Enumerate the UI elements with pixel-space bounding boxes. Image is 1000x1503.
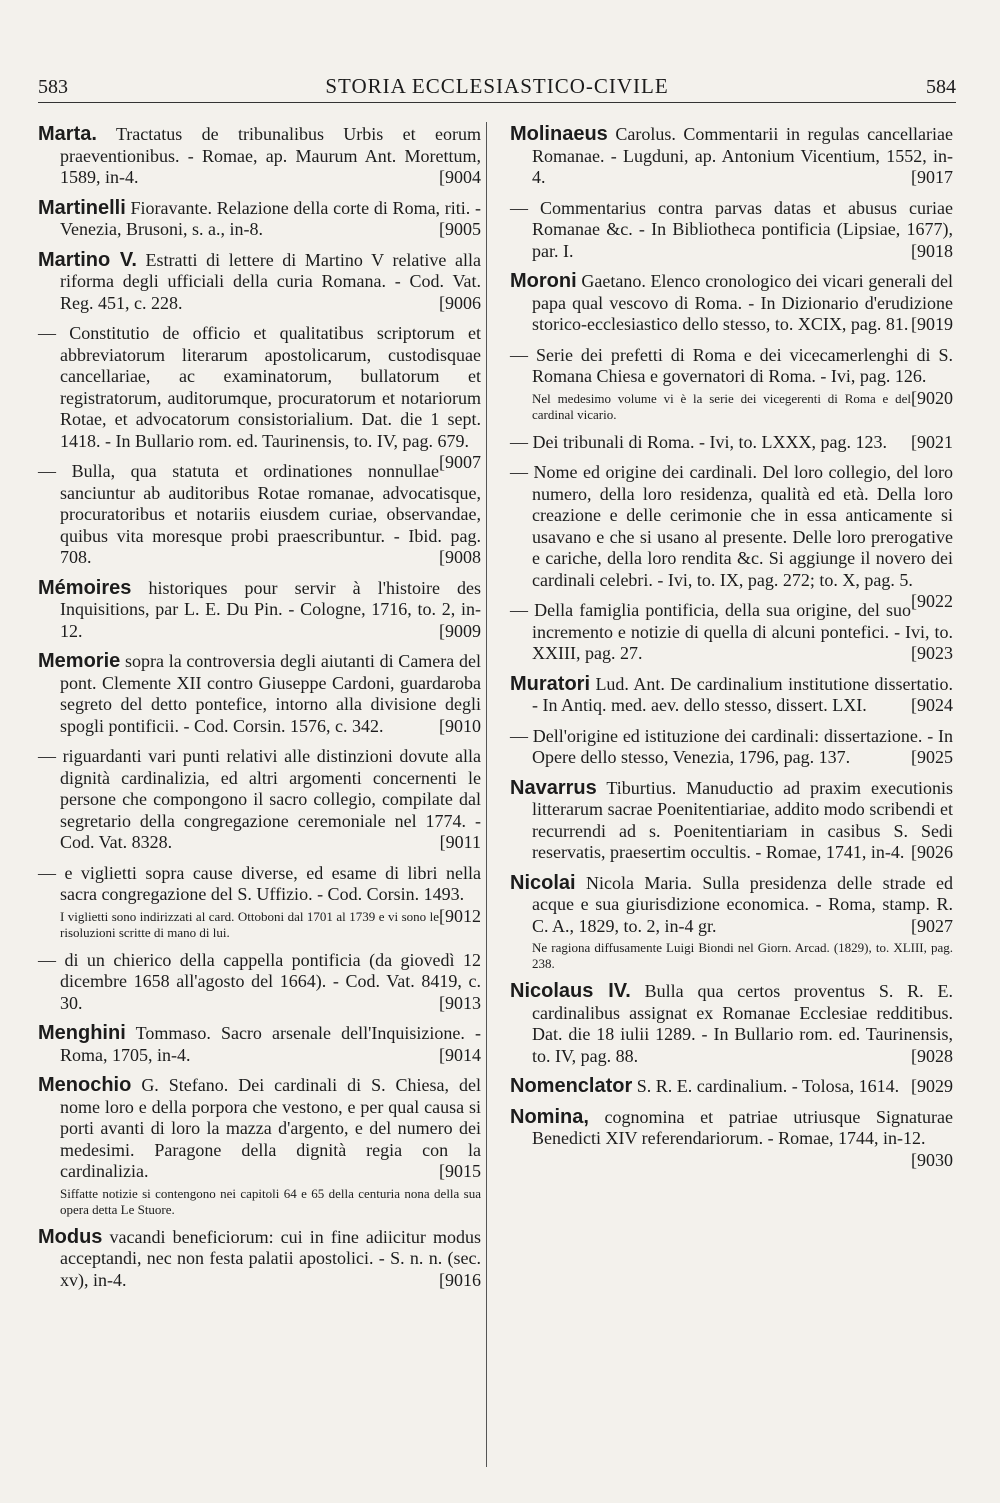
entry-headword: Nomenclator: [510, 1075, 633, 1097]
entry-number: [9025: [911, 747, 953, 767]
entry-text: — e viglietti sopra cause diverse, ed esame di libri nella sacra congregazione del S. Uffizio. - Cod. Corsin. 1493.: [38, 862, 481, 904]
entry-text: cognomina et patriae utriusque Signaturae Benedicti XIV referendariorum. - Romae, 1744, in-12.: [532, 1106, 953, 1148]
entry-number: [9023: [911, 643, 953, 663]
entry-text: Carolus. Commentarii in regulas cancellariae Romanae. - Lugduni, ap. Antonium Vicentium, 1552, in-4.: [532, 124, 953, 187]
entry-number: [9006: [439, 292, 481, 313]
entry-text: — Constitutio de officio et qualitatibus scriptorum et abbreviatorum literarum apostolicarum, custodisquae cancellariae, ac examinatorum, bullatorum et registratorum, auditorumque, procuratorum et notariorum Rotae, et advocatorum consistorialium. Dat. die 1 sept. 1418. - In Bullario rom. ed. Taurinensis, to. IV, pag. 679.: [38, 323, 481, 451]
entry-number: [9019: [911, 314, 953, 334]
bibliography-entry: [510, 1105, 953, 1170]
entry-text: Nicola Maria. Sulla presidenza delle strade ed acque e sua giurisdizione economica. - Roma, stamp. R. C. A., 1829, to. 2, in-4 gr.: [532, 872, 953, 936]
entry-number: [9004: [439, 167, 481, 187]
entry-note: I viglietti sono indirizzati al card. Ottoboni dal 1701 al 1739 e vi sono le risoluzioni scritte di mano di lui.: [60, 908, 439, 940]
bibliography-entry: [510, 600, 953, 665]
bibliography-entry: [38, 461, 481, 569]
column-divider: [486, 122, 487, 1467]
entry-number: [9024: [911, 695, 953, 715]
entry-number: [9007: [439, 452, 481, 472]
bibliography-entry: [510, 778, 953, 864]
entry-headword: Muratori: [510, 672, 590, 695]
entry-text: — riguardanti vari punti relativi alle distinzioni dovute alla dignità cardinalizia, ed altri argomenti concernenti le persone che compongono il sacro collegio, compilate dal segretario della congregazione ceremoniale nel 1774. - Cod. Vat. 8328.: [38, 746, 481, 852]
bibliography-entry: [510, 981, 953, 1067]
bibliography-entry: [38, 198, 481, 241]
entry-text: — Dei tribunali di Roma. - Ivi, to. LXXX, pag. 123.: [510, 431, 887, 452]
entry-number: [9022: [911, 591, 953, 611]
entry-note: Nel medesimo volume vi è la serie dei vicegerenti di Roma e del cardinal vicario.: [532, 390, 911, 422]
entry-note: Siffatte notizie si contengono nei capitoli 64 e 65 della centuria nona della sua opera detta Le Stuore.: [60, 1185, 481, 1217]
entry-text: Tiburtius. Manuductio ad praxim executionis litterarum sacrae Poenitentiariae, addito modo scribendi et recurrendi ad s. Poenitentiariam in casibus S. Sedi reservatis, praesertim occultis. - Romae, 1741, in-4.: [532, 777, 953, 862]
bibliography-entry: [38, 578, 481, 643]
entry-number: [9029: [911, 1076, 953, 1096]
entry-headword: Menochio: [38, 1074, 132, 1096]
entry-number: [9015: [439, 1161, 481, 1181]
bibliography-entry: [510, 462, 953, 611]
left-column: [38, 124, 481, 1300]
entry-text: — Bulla, qua statuta et ordinationes nonnullae sanciuntur ab auditoribus Rotae romanae, advocatisque, procuratoribus et notariis eiusdem curiae, observandae, quibus vita moresque probi praescribuntur. - Ibid. pag. 708.: [38, 461, 481, 567]
bibliography-entry: [510, 124, 953, 189]
entry-number: [9005: [439, 219, 481, 239]
bibliography-entry: [510, 432, 953, 454]
entry-text: Fioravante. Relazione della corte di Roma, riti. - Venezia, Brusoni, s. a., in-8.: [60, 197, 481, 239]
entry-headword: Nomina,: [510, 1105, 589, 1128]
bibliography-entry: [38, 124, 481, 189]
entry-number: [9013: [439, 992, 481, 1013]
entry-text: historiques pour servir à l'histoire des Inquisitions, par L. E. Du Pin. - Cologne, 1716, to. 2, in-12.: [60, 577, 481, 641]
entry-text: — Nome ed origine dei cardinali. Del loro collegio, del loro numero, della loro residenza, qualità ed età. Della loro creazione e delle cerimonie che in essa anticamente si usavano e che si usano al presente. Delle loro prerogative e cariche, della loro rendita &c. Si aggiunge il novero dei cardinali celebri. - Ivi, to. IX, pag. 272; to. X, pag. 5.: [510, 462, 953, 590]
bibliography-entry: [38, 1227, 481, 1292]
entry-text: — Serie dei prefetti di Roma e dei vicecamerlenghi di S. Romana Chiesa e governatori di Roma. - Ivi, pag. 126.: [510, 344, 953, 386]
entry-text: Bulla qua certos proventus S. R. E. cardinalibus assignat ex Romanae Ecclesiae redditibus. Dat. die 18 iulii 1289. - In Bullario rom. ed. Taurinensis, to. IV, pag. 88.: [532, 981, 953, 1066]
entry-headword: Modus: [38, 1225, 103, 1248]
bibliography-entry: [38, 950, 481, 1015]
entry-text: Gaetano. Elenco cronologico dei vicari generali del papa qual vescovo di Roma. - In Dizionario d'erudizione storico-ecclesiastico dello stesso, to. XCIX, pag. 81.: [532, 271, 953, 334]
bibliography-entry: [38, 651, 481, 737]
entry-text: sopra la controversia degli aiutanti di Camera del pont. Clemente XII contro Giuseppe Cardoni, guardaroba segreto del detto pontefice, intorno alla divisione degli spogli pontificii. - Cod. Corsin. 1576, c. 342.: [60, 651, 481, 736]
bibliography-entry: [510, 674, 953, 717]
entry-number: [9016: [439, 1269, 481, 1290]
running-title: STORIA ECCLESIASTICO-CIVILE: [325, 74, 669, 98]
bibliography-entry: [510, 271, 953, 336]
entry-text: — Commentarius contra parvas datas et abusus curiae Romanae &c. - In Bibliotheca pontificia (Lipsiae, 1677), par. I.: [510, 197, 953, 261]
right-column: [510, 124, 953, 1171]
entry-number: [9021: [911, 431, 953, 452]
entry-text: — Dell'origine ed istituzione dei cardinali: dissertazione. - In Opere dello stesso, Venezia, 1796, pag. 137.: [510, 725, 953, 767]
entry-headword: Martino V.: [38, 248, 137, 271]
entry-number: [9028: [911, 1045, 953, 1066]
entry-number: [9014: [439, 1044, 481, 1065]
entry-headword: Menghini: [38, 1022, 126, 1044]
entry-headword: Memorie: [38, 650, 121, 672]
bibliography-entry: [38, 323, 481, 472]
entry-headword: Martinelli: [38, 196, 126, 219]
entry-text: Tommaso. Sacro arsenale dell'Inquisizione. - Roma, 1705, in-4.: [60, 1023, 481, 1065]
entry-number: [9012: [439, 905, 481, 926]
entry-text: Tractatus de tribunalibus Urbis et eorum praeventionibus. - Romae, ap. Maurum Ant. Morettum, 1589, in-4.: [60, 124, 481, 187]
entry-number: [9027: [911, 915, 953, 936]
bibliography-entry: [38, 746, 481, 854]
bibliography-entry: [38, 1075, 481, 1183]
entry-number: [9030: [911, 1149, 953, 1170]
page-number-right: 584: [926, 76, 956, 98]
bibliography-entry: [510, 1076, 953, 1098]
entry-number: [9017: [911, 167, 953, 187]
bibliography-entry: [510, 873, 953, 938]
entry-text: Estratti di lettere di Martino V relative alla riforma degli ufficiali della curia Romana. - Cod. Vat. Reg. 451, c. 228.: [60, 249, 481, 313]
entry-text: vacandi beneficiorum: cui in fine adiicitur modus acceptandi, nec non festa palatii apostolici. - S. n. n. (sec. xv), in-4.: [60, 1226, 482, 1290]
entry-text: S. R. E. cardinalium. - Tolosa, 1614.: [636, 1076, 900, 1096]
entry-headword: Moroni: [510, 270, 577, 292]
entry-number: [9010: [439, 715, 481, 736]
entry-number: [9009: [439, 620, 481, 641]
entry-headword: Nicolaus IV.: [510, 980, 631, 1002]
entry-text: Lud. Ant. De cardinalium institutione dissertatio. - In Antiq. med. aev. dello stesso, dissert. LXI.: [532, 673, 954, 715]
bibliography-entry: [510, 198, 953, 263]
bibliography-entry: [38, 250, 481, 315]
entry-headword: Navarrus: [510, 776, 597, 799]
entry-note: Ne ragiona diffusamente Luigi Biondi nel Giorn. Arcad. (1829), to. XLIII, pag. 238.: [532, 940, 953, 971]
page-header: [38, 72, 956, 103]
entry-number: [9020: [911, 387, 953, 408]
entry-number: [9018: [911, 240, 953, 261]
entry-text: — di un chierico della cappella pontificia (da giovedì 12 dicembre 1658 all'agosto del 1664). - Cod. Vat. 8419, c. 30.: [38, 949, 481, 1013]
entry-headword: Marta.: [38, 123, 97, 145]
entry-text: G. Stefano. Dei cardinali di S. Chiesa, del nome loro e della porpora che vestono, e per qual causa si porti avanti di loro la mazza d'argento, e del numero dei medesimi. Paragone della dignità regia con la cardinalizia.: [60, 1075, 481, 1181]
bibliography-entry: [510, 726, 953, 769]
entry-number: [9011: [439, 832, 481, 852]
bibliography-entry: [38, 1023, 481, 1066]
entry-number: [9008: [439, 547, 481, 567]
entry-text: — Della famiglia pontificia, della sua origine, del suo incremento e notizie di quella di alcuni pontefici. - Ivi, to. XXIII, pag. 27.: [510, 600, 953, 663]
page-number-left: 583: [38, 76, 68, 98]
entry-number: [9026: [911, 842, 953, 862]
entry-headword: Mémoires: [38, 576, 132, 599]
entry-headword: Nicolai: [510, 871, 576, 894]
entry-headword: Molinaeus: [510, 123, 608, 145]
